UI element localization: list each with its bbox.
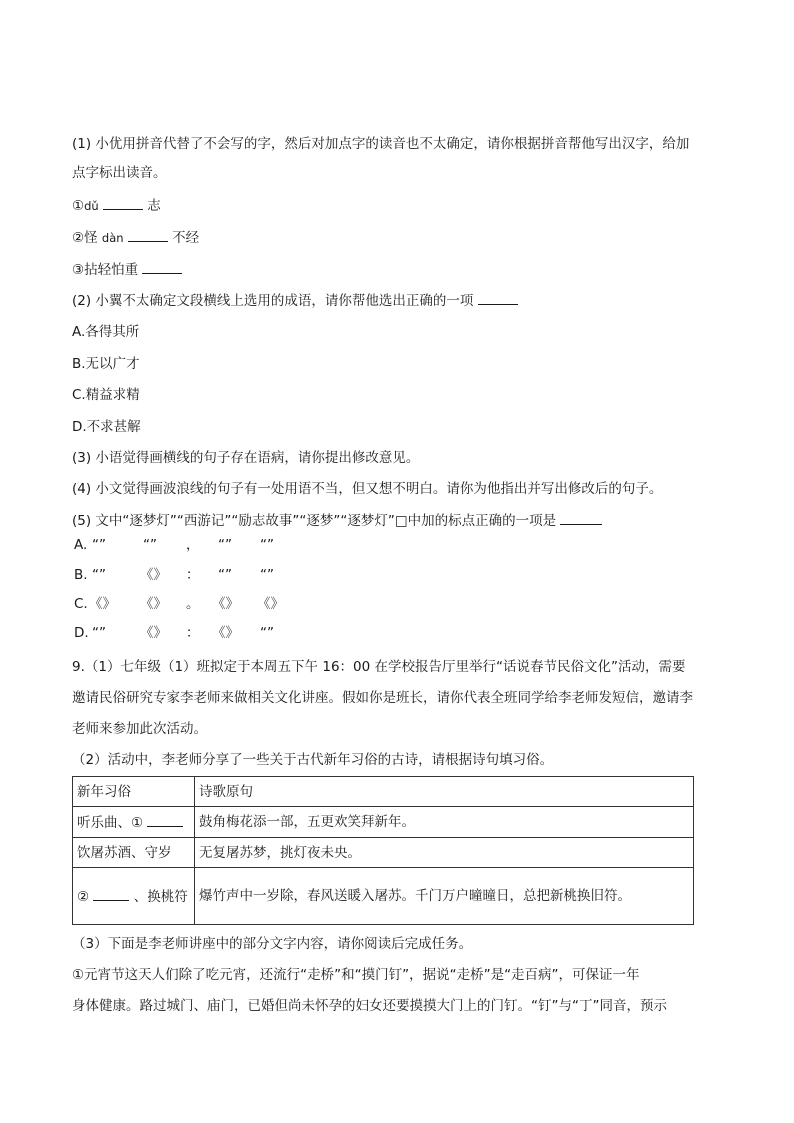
custom-cell [73, 807, 195, 838]
q9-part1-line3: 老师来参加此次活动。 [72, 721, 207, 737]
poem-cell: 爆竹声中一岁除，春风送暖入屠苏。千门万户曈曈日，总把新桃换旧符。 [195, 868, 694, 925]
custom-text: 听乐曲、① [77, 814, 144, 831]
option-b: B.无以广才 [72, 356, 140, 372]
poem-cell: 无复屠苏梦，挑灯夜未央。 [195, 838, 694, 868]
option-label: B. [74, 567, 88, 583]
q9-part3-line2: 身体健康。路过城门、庙门，已婚但尚未怀孕的妇女还要摸摸大门上的门钉。“钉”与“丁”同音，预示 [72, 998, 667, 1014]
q8-item1 [72, 195, 161, 216]
item1-prefix: ① [72, 198, 85, 214]
item2-prefix: ②怪 [72, 230, 98, 246]
q8-item2 [72, 227, 199, 248]
option-d: D.不求甚解 [72, 419, 141, 435]
table-row [73, 838, 694, 868]
header-custom: 新年习俗 [73, 777, 195, 807]
q8-part2 [72, 290, 518, 311]
answer-blank[interactable] [103, 195, 143, 210]
punct-mark: “” [143, 537, 157, 553]
q9-part1-line1: 9.（1）七年级（1）班拟定于本周五下午 16：00 在学校报告厅里举行“话说春节民俗文化”活动，需要 [72, 659, 686, 675]
punct-mark: ： [186, 567, 200, 583]
q9-part3: （3）下面是李老师讲座中的部分文字内容，请你阅读后完成任务。 [72, 936, 473, 952]
punct-mark: “” [92, 625, 106, 641]
punct-mark: “” [92, 537, 106, 553]
q9-part3-line1: ①元宵节这天人们除了吃元宵，还流行“走桥”和“摸门钉”，据说“走桥”是“走百病”，可保证一年 [72, 967, 640, 983]
option-a: A.各得其所 [72, 324, 140, 340]
answer-blank[interactable] [560, 510, 602, 525]
punct-mark: 《》 [212, 596, 239, 612]
table-row [73, 868, 694, 925]
answer-blank[interactable] [142, 259, 182, 274]
punct-mark: ， [186, 537, 200, 553]
custom-text: 、换桃符 [133, 888, 188, 905]
punct-mark: 《》 [140, 567, 167, 583]
punct-mark: 《》 [257, 596, 284, 612]
option-c: C.精益求精 [72, 387, 140, 403]
option-label: A. [74, 537, 88, 553]
q9-part2: （2）活动中，李老师分享了一些关于古代新年习俗的古诗，请根据诗句填习俗。 [72, 752, 554, 768]
q8-part3: (3) 小语觉得画横线的句子存在语病，请你提出修改意见。 [72, 450, 420, 466]
punct-mark: 《》 [140, 596, 167, 612]
answer-blank[interactable] [147, 812, 183, 827]
q8-part2-text: (2) 小翼不太确定文段横线上选用的成语，请你帮他选出正确的一项 [72, 293, 474, 309]
item2-suffix: 不经 [172, 230, 200, 246]
punct-mark: “” [218, 567, 232, 583]
q8-part4: (4) 小文觉得画波浪线的句子有一处用语不当，但又想不明白。请你为他指出并写出修改后的句子。 [72, 481, 663, 497]
punct-mark: “” [92, 567, 106, 583]
custom-text: ② [77, 888, 90, 905]
answer-blank[interactable] [128, 227, 168, 242]
answer-blank[interactable] [478, 290, 518, 305]
option-label: C. [74, 596, 88, 612]
punct-mark: “” [218, 537, 232, 553]
q8-part1-line1: (1) 小优用拼音代替了不会写的字，然后对加点字的读音也不太确定，请你根据拼音帮他写出汉字，给加 [72, 136, 690, 152]
punct-mark: 《》 [140, 625, 167, 641]
header-poem: 诗歌原句 [195, 777, 694, 807]
table-row [73, 807, 694, 838]
table-header-row [73, 777, 694, 807]
custom-cell [73, 868, 195, 925]
punct-mark: 《》 [212, 625, 239, 641]
custom-poem-table [72, 776, 694, 925]
q8-part5 [72, 510, 602, 531]
item1-suffix: 志 [147, 198, 161, 214]
q9-part1-line2: 邀请民俗研究专家李老师来做相关文化讲座。假如你是班长，请你代表全班同学给李老师发短信，邀请李 [72, 690, 693, 706]
punct-mark: 《》 [89, 596, 116, 612]
punct-mark: “” [260, 625, 274, 641]
item3-text: ③拈轻怕重 [72, 262, 139, 278]
q8-part1-line2: 点字标出读音。 [72, 165, 167, 181]
answer-blank[interactable] [93, 886, 129, 901]
punct-mark: 。 [186, 596, 200, 612]
q8-item3 [72, 259, 182, 280]
poem-cell: 鼓角梅花添一部，五更欢笑拜新年。 [195, 807, 694, 838]
punct-mark: “” [260, 567, 274, 583]
option-label: D. [74, 625, 89, 641]
punct-mark: “” [260, 537, 274, 553]
custom-cell: 饮屠苏酒、守岁 [73, 838, 195, 868]
q8-part5-text: (5) 文中“逐梦灯”“西游记”“励志故事”“逐梦”“逐梦灯”□中加的标点正确的一项是 [72, 513, 557, 529]
item2-pinyin: dàn [101, 231, 124, 245]
punct-mark: ： [186, 625, 200, 641]
item1-pinyin: dǔ [84, 199, 99, 213]
